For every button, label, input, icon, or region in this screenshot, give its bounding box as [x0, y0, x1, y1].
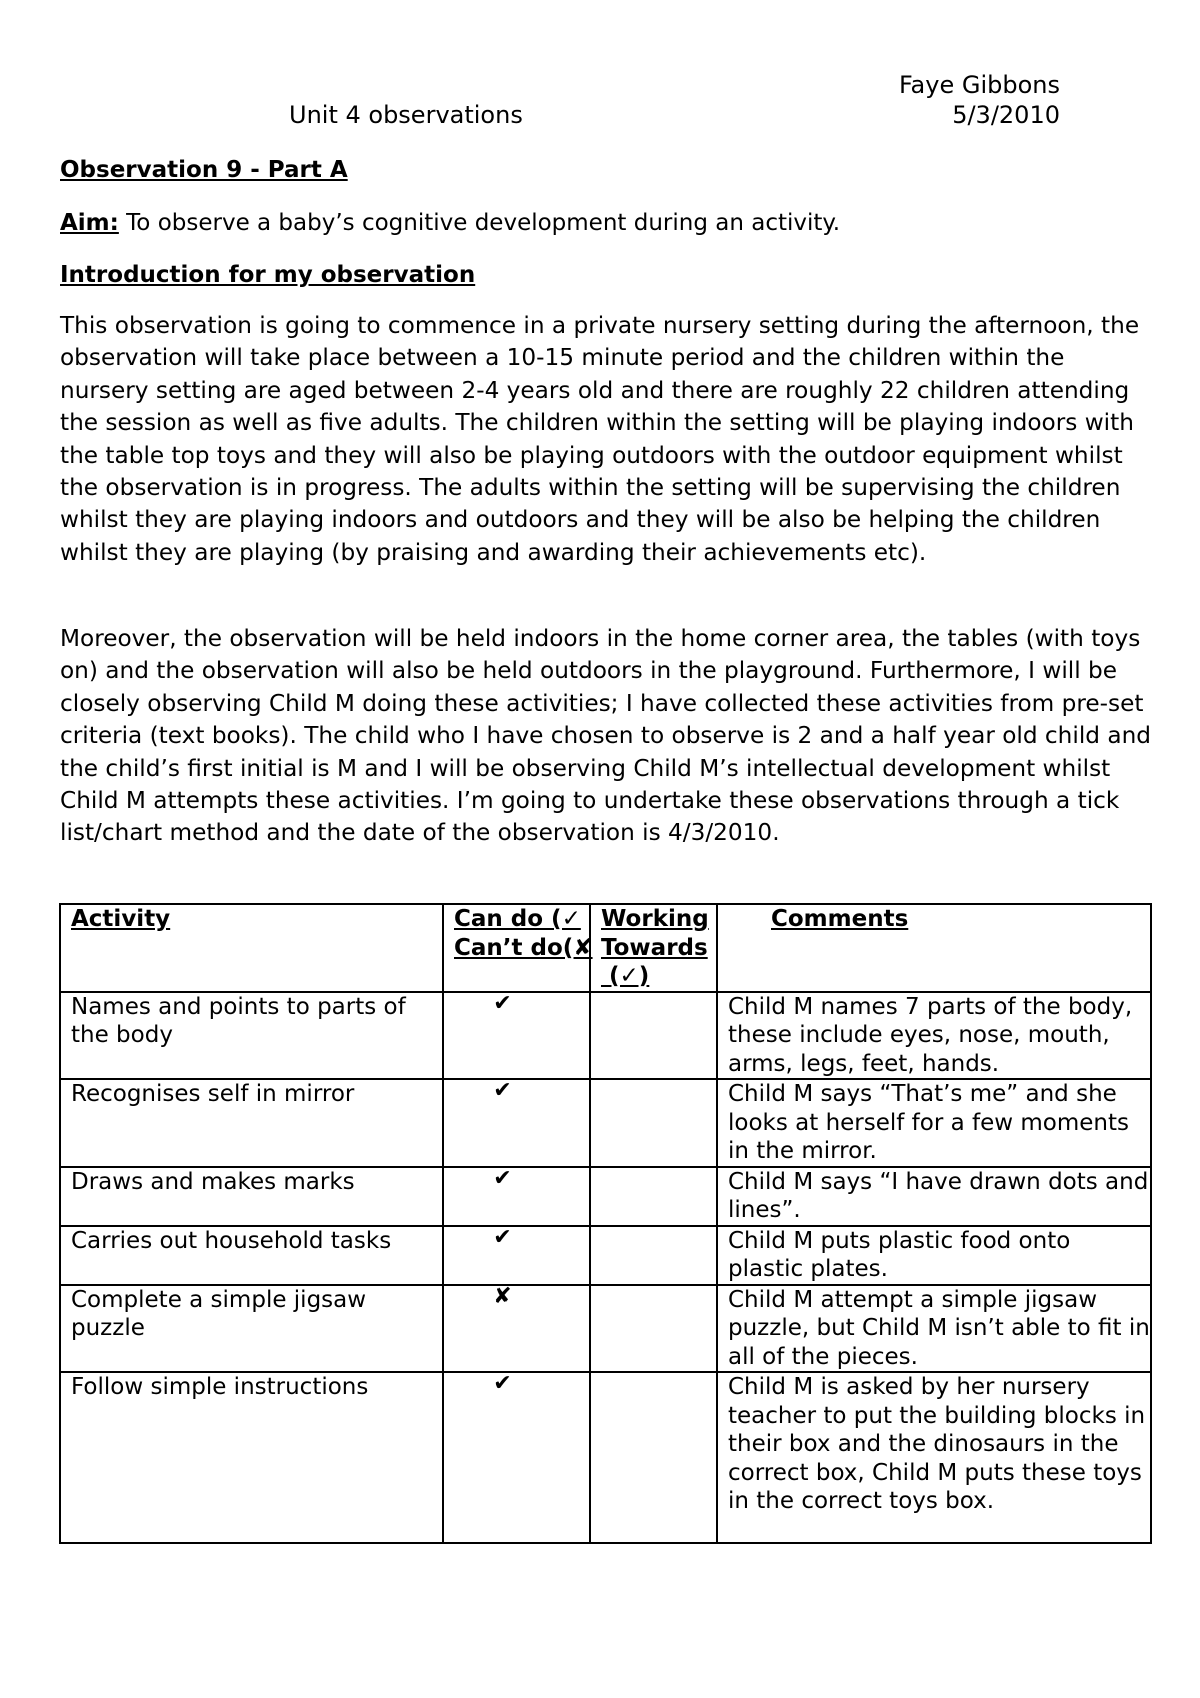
tick-mark: ✔ [493, 1224, 512, 1250]
observation-tick-list-table [59, 903, 1152, 1544]
comment-cell: Child M is asked by her nursery teacher to put the building blocks in their box and the dinosaurs in the correct box, Child M puts these toys in the correct toys box. [717, 1372, 1151, 1543]
table-row [60, 1167, 1151, 1226]
header-can-do [443, 904, 593, 992]
activity-cell: Follow simple instructions [60, 1372, 443, 1543]
introduction-heading: Introduction for my observation [60, 262, 476, 288]
working-towards-cell [590, 992, 717, 1080]
tick-mark: ✔ [493, 1078, 512, 1103]
comment-cell: Child M says “That’s me” and she looks at herself for a few moments in the mirror. [717, 1079, 1151, 1167]
can-do-cell [443, 1079, 590, 1167]
can-do-cell [443, 1226, 590, 1285]
unit-title: Unit 4 observations [289, 101, 523, 129]
document-date: 5/3/2010 [952, 101, 1060, 129]
header-working-towards: Working Towards (✓) [590, 904, 717, 992]
can-do-cell [443, 1167, 590, 1226]
header-activity: Activity [60, 904, 443, 992]
activity-cell: Carries out household tasks [60, 1226, 443, 1285]
working-towards-cell [590, 1079, 717, 1167]
observation-heading: Observation 9 - Part A [60, 157, 348, 183]
intro-paragraph-2: Moreover, the observation will be held indoors in the home corner area, the tables (with toys on) and the observation will also be held outdoors in the playground. Furthermore, I will be closely observing Child M doing these activities; I have collected these activities from pre-set criteria (text books). The child who I have chosen to observe is 2 and a half year old child and the child’s first initial is M and I will be observing Child M’s intellectual development whilst Child M attempts these activities. I’m going to undertake these observations through a tick list/chart method and the date of the observation is 4/3/2010. [60, 625, 1151, 847]
comment-cell: Child M puts plastic food onto plastic plates. [717, 1226, 1151, 1285]
author-name: Faye Gibbons [898, 71, 1060, 99]
working-towards-cell [590, 1167, 717, 1226]
can-do-cell [443, 1285, 590, 1373]
aim-text: To observe a baby’s cognitive development during an activity. [118, 210, 841, 236]
header-can-do-label: Can do (✓ [454, 906, 581, 932]
can-do-cell [443, 992, 590, 1080]
tick-mark: ✔ [493, 990, 512, 1016]
activity-cell: Names and points to parts of the body [60, 992, 443, 1080]
table-row [60, 1372, 1151, 1543]
comment-cell: Child M names 7 parts of the body, these include eyes, nose, mouth, arms, legs, feet, hands. [717, 992, 1151, 1080]
table-row [60, 1079, 1151, 1167]
header-cant-do-label: Can’t do(✘ [454, 934, 593, 961]
cross-mark: ✘ [493, 1283, 512, 1309]
tick-mark: ✔ [493, 1165, 512, 1191]
table-row [60, 1226, 1151, 1285]
working-towards-cell [590, 1372, 717, 1543]
aim-label: Aim: [60, 210, 119, 236]
table-header-row [60, 904, 1151, 992]
table-row [60, 992, 1151, 1080]
comment-cell: Child M attempt a simple jigsaw puzzle, but Child M isn’t able to fit in all of the pieces. [717, 1285, 1151, 1373]
can-do-cell [443, 1372, 590, 1543]
aim-line [60, 208, 840, 238]
activity-cell: Recognises self in mirror [60, 1079, 443, 1167]
activity-cell: Draws and makes marks [60, 1167, 443, 1226]
working-towards-cell [590, 1226, 717, 1285]
table-row [60, 1285, 1151, 1373]
comment-cell: Child M says “I have drawn dots and lines”. [717, 1167, 1151, 1226]
header-comments: Comments [717, 904, 1151, 992]
intro-paragraph-1: This observation is going to commence in a private nursery setting during the afternoon, the observation will take place between a 10-15 minute period and the children within the nursery setting are aged between 2-4 years old and there are roughly 22 children attending the session as well as five adults. The children within the setting will be playing indoors with the table top toys and they will also be playing outdoors with the outdoor equipment whilst the observation is in progress. The adults within the setting will be supervising the children whilst they are playing indoors and outdoors and they will be also be helping the children whilst they are playing (by praising and awarding their achievements etc). [60, 312, 1140, 566]
working-towards-cell [590, 1285, 717, 1373]
tick-mark: ✔ [493, 1371, 512, 1396]
activity-cell: Complete a simple jigsaw puzzle [60, 1285, 443, 1373]
